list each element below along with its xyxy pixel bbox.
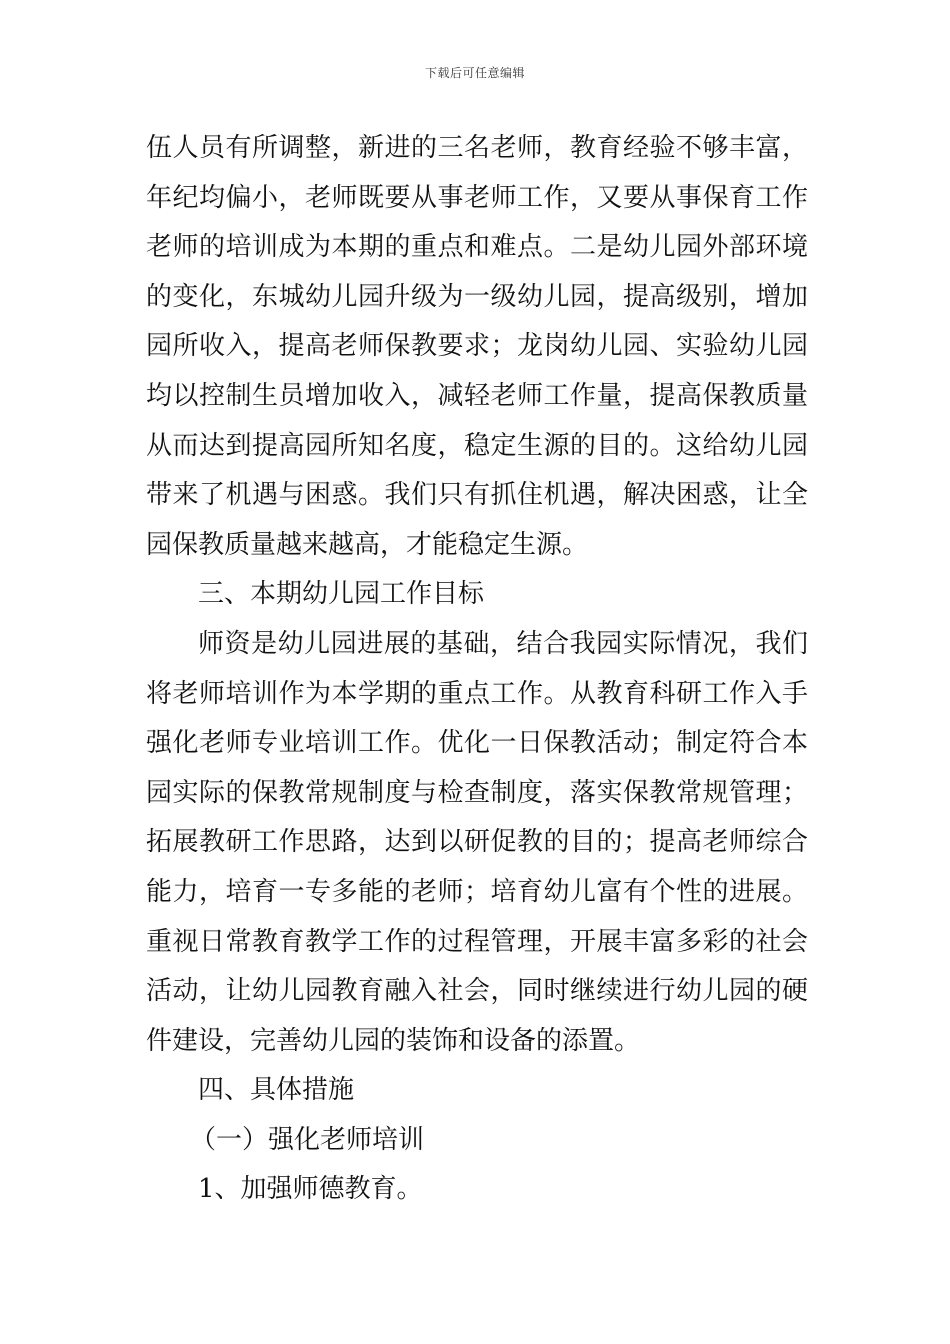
text-line: 伍人员有所调整，新进的三名老师，教育经验不够丰富，: [146, 133, 808, 163]
section-heading: 四、具体措施: [198, 1075, 355, 1106]
page-header: 下载后可任意编辑: [424, 66, 525, 80]
text-line: 拓展教研工作思路，达到以研促教的目的；提高老师综合: [146, 827, 808, 858]
text-line: 园所收入，提高老师保教要求；龙岗幼儿园、实验幼儿园: [146, 331, 808, 362]
text-line: 重视日常教育教学工作的过程管理，开展丰富多彩的社会: [146, 926, 808, 957]
subsection-heading: （一）强化老师培训: [190, 1124, 425, 1155]
text-line: 均以控制生员增加收入，减轻老师工作量，提高保教质量: [146, 380, 808, 411]
text-line: 能力，培育一专多能的老师；培育幼儿富有个性的进展。: [146, 876, 808, 907]
text-line: 园保教质量越来越高，才能稳定生源。: [146, 529, 589, 560]
text-line: 园实际的保教常规制度与检查制度，落实保教常规管理；: [146, 777, 808, 808]
text-line: 件建设，完善幼儿园的装饰和设备的添置。: [146, 1025, 641, 1056]
text-line: 年纪均偏小，老师既要从事老师工作，又要从事保育工作: [146, 182, 808, 213]
text-line: 师资是幼儿园进展的基础，结合我园实际情况，我们: [198, 628, 808, 659]
text-line: 强化老师专业培训工作。优化一日保教活动；制定符合本: [146, 728, 808, 759]
text-line: 的变化，东城幼儿园升级为一级幼儿园，提高级别，增加: [146, 281, 808, 312]
text-line: 带来了机遇与困惑。我们只有抓住机遇，解决困惑，让全: [146, 480, 808, 511]
text-line: 活动，让幼儿园教育融入社会，同时继续进行幼儿园的硬: [146, 976, 808, 1007]
document-body: [146, 124, 808, 1215]
text-line: 老师的培训成为本期的重点和难点。二是幼儿园外部环境: [146, 232, 808, 263]
list-item: 1、加强师德教育。: [198, 1174, 423, 1205]
text-line: 将老师培训作为本学期的重点工作。从教育科研工作入手: [146, 678, 808, 709]
section-heading: 三、本期幼儿园工作目标: [198, 579, 485, 610]
text-line: 从而达到提高园所知名度，稳定生源的目的。这给幼儿园: [146, 430, 808, 461]
